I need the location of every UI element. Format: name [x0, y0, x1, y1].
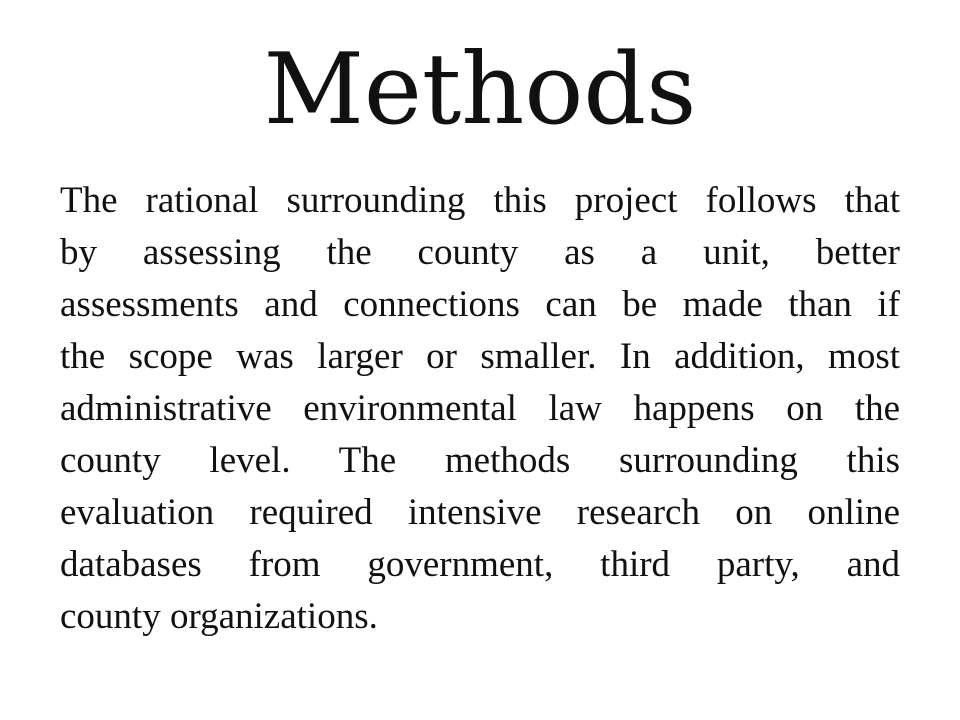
body-line: evaluation required intensive research on online	[60, 492, 900, 533]
body-line: administrative environmental law happens on the	[60, 388, 900, 429]
body-line: county organizations.	[60, 596, 378, 637]
slide-title: Methods	[263, 33, 697, 147]
body-line: by assessing the county as a unit, better	[60, 232, 900, 273]
body-line: county level. The methods surrounding this	[60, 440, 900, 481]
body-line: databases from government, third party, and	[60, 544, 900, 585]
body-line: The rational surrounding this project follows that	[60, 180, 900, 221]
body-line: assessments and connections can be made than if	[60, 284, 900, 325]
body-line: the scope was larger or smaller. In addition, most	[60, 336, 900, 377]
